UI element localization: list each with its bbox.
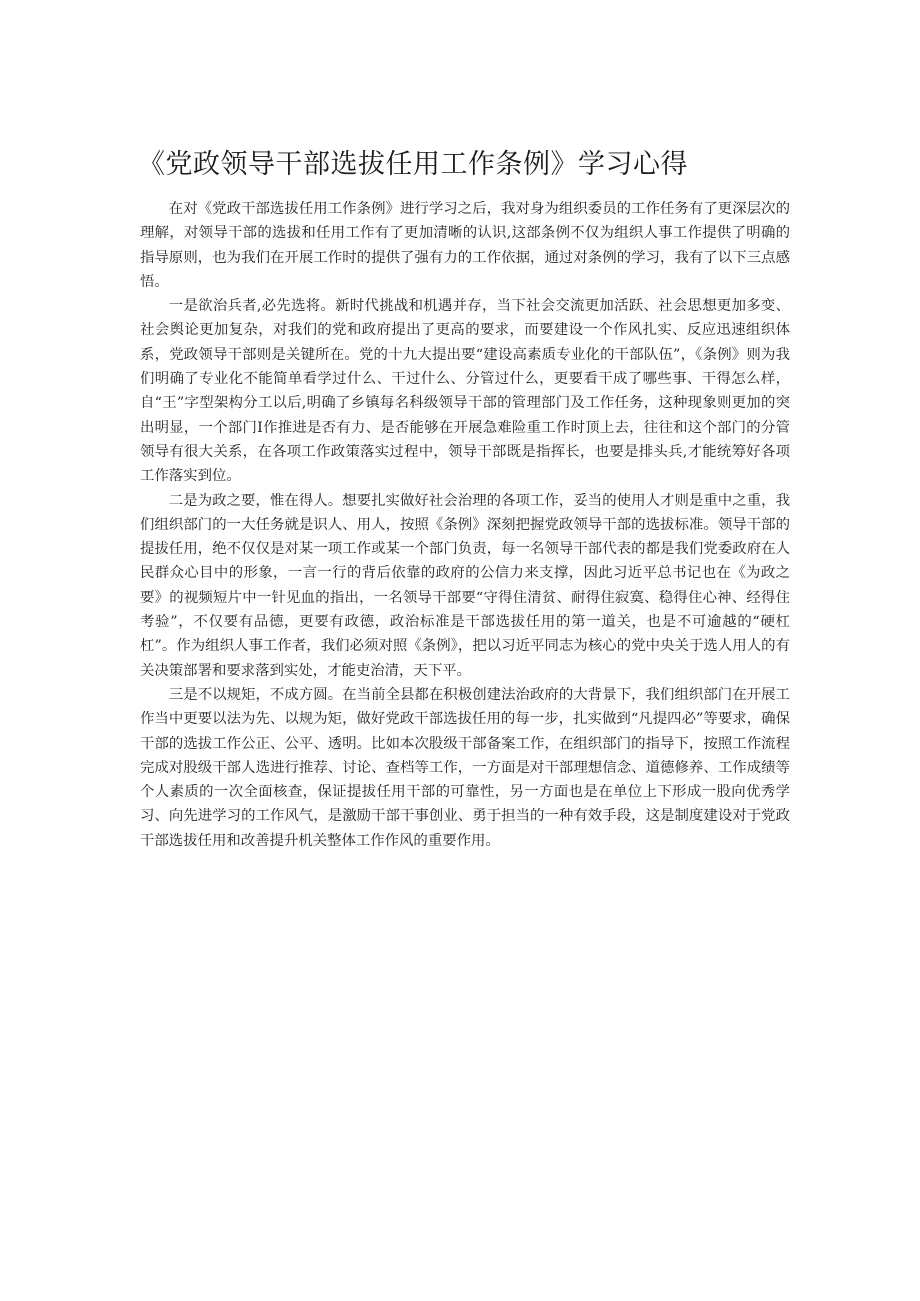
document-title: 《党政领导干部选拔任用工作条例》学习心得 (138, 149, 688, 180)
paragraph-point-two: 二是为政之要，惟在得人。想要扎实做好社会治理的各项工作，妥当的使用人才则是重中之重，我们组织部门的一大任务就是识人、用人，按照《条例》深刻把握党政领导干部的选拔标准。领导干部的提拔任用，绝不仅仅是对某一项工作或某一个部门负责，每一名领导干部代表的都是我们党委政府在人民群众心目中的形象，一言一行的背后依靠的政府的公信力来支撑，因此习近平总书记也在《为政之要》的视频短片中一针见血的指出，一名领导干部要“守得住清贫、耐得住寂寞、稳得住心神、经得住考验”，不仅要有品德，更要有政德，政治标准是干部选拔任用的第一道关，也是不可逾越的“硬杠杠”。作为组织人事工作者，我们必须对照《条例》，把以习近平同志为核心的党中央关于选人用人的有关决策部署和要求落到实处，才能吏治清，天下平。 (140, 492, 790, 679)
paragraph-intro: 在对《党政干部选拔任用工作条例》进行学习之后，我对身为组织委员的工作任务有了更深层次的理解，对领导干部的选拔和任用工作有了更加清晰的认识,这部条例不仅为组织人事工作提供了明确的指导原则，也为我们在开展工作时的提供了强有力的工作依据，通过对条例的学习，我有了以下三点感悟。 (140, 201, 790, 290)
paragraph-point-three: 三是不以规矩，不成方圆。在当前全县都在积极创建法治政府的大背景下，我们组织部门在开展工作当中更要以法为先、以规为矩，做好党政干部选拔任用的每一步，扎实做到“凡提四必”等要求，确保干部的选拔工作公正、公平、透明。比如本次股级干部备案工作，在组织部门的指导下，按照工作流程完成对股级干部人选进行推荐、讨论、查档等工作，一方面是对干部理想信念、道德修养、工作成绩等个人素质的一次全面核查，保证提拔任用干部的可靠性，另一方面也是在单位上下形成一股向优秀学习、向先进学习的工作风气，是激励干部干事创业、勇于担当的一种有效手段，这是制度建设对于党政干部选拔任用和改善提升机关整体工作作风的重要作用。 (140, 686, 790, 849)
paragraph-point-one: 一是欲治兵者,必先选将。新时代挑战和机遇并存，当下社会交流更加活跃、社会思想更加多变、社会舆论更加复杂，对我们的党和政府提出了更高的要求，而要建设一个作风扎实、反应迅速组织体系，党政领导干部则是关键所在。党的十九大提出要“建设高素质专业化的干部队伍”，《条例》则为我们明确了专业化不能简单看学过什么、干过什么、分管过什么，更要看干成了哪些事、干得怎么样，自“王”字型架构分工以后,明确了乡镇每名科级领导干部的管理部门及工作任务，这种现象则更加的突出明显，一个部门Ⅰ作推进是否有力、是否能够在开展急难险重工作时顶上去，往往和这个部门的分管领导有很大关系，在各项工作政策落实过程中，领导干部既是指挥长，也要是排头兵,才能统筹好各项工作落实到位。 (140, 298, 790, 485)
document-body (140, 197, 790, 853)
